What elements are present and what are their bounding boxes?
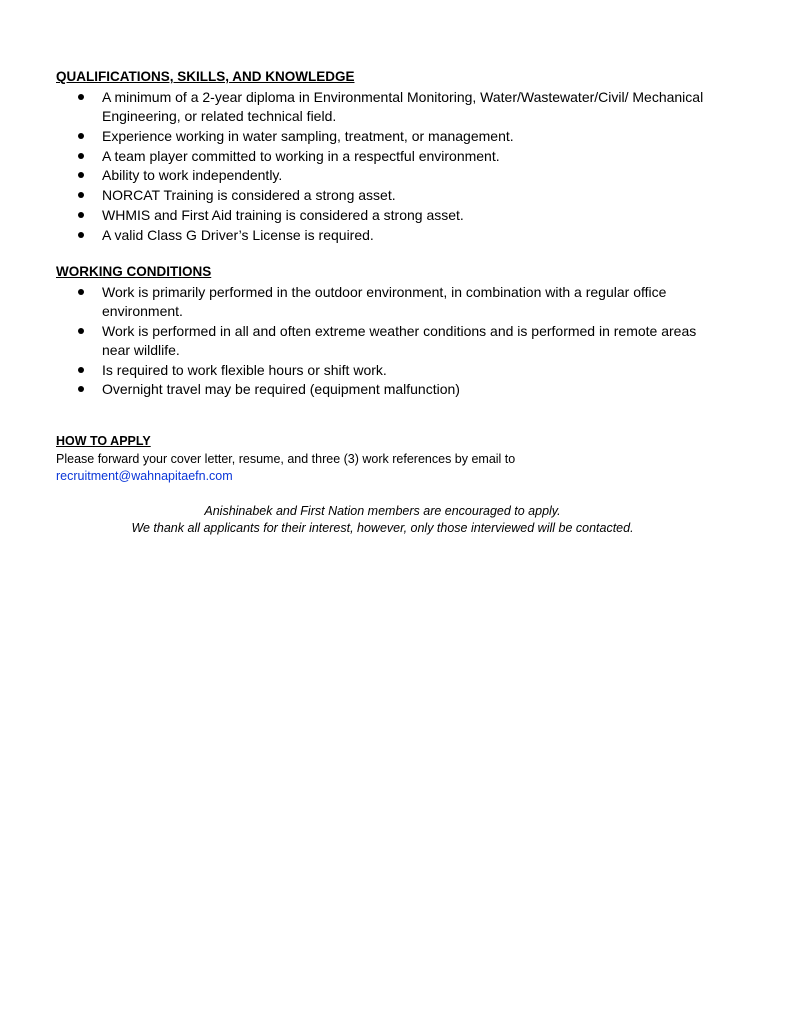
how-to-apply-heading: HOW TO APPLY [56, 434, 151, 448]
list-item: WHMIS and First Aid training is considered a strong asset. [56, 206, 716, 225]
list-item: Work is primarily performed in the outdoor environment, in combination with a regular office environment. [56, 283, 716, 321]
list-item: Experience working in water sampling, treatment, or management. [56, 127, 716, 146]
qualifications-heading: QUALIFICATIONS, SKILLS, AND KNOWLEDGE [56, 69, 355, 84]
list-item: Work is performed in all and often extreme weather conditions and is performed in remote areas near wildlife. [56, 322, 716, 360]
how-to-apply-text: Please forward your cover letter, resume, and three (3) work references by email to [56, 452, 516, 466]
list-item: A minimum of a 2-year diploma in Environmental Monitoring, Water/Wastewater/Civil/ Mechanical Engineering, or related technical field. [56, 88, 716, 126]
qualifications-list [56, 88, 716, 246]
list-item: A valid Class G Driver’s License is required. [56, 226, 716, 245]
list-item: NORCAT Training is considered a strong asset. [56, 186, 716, 205]
working-conditions-heading: WORKING CONDITIONS [56, 264, 212, 279]
list-item: Is required to work flexible hours or shift work. [56, 361, 716, 380]
closing-line-encourage: Anishinabek and First Nation members are encouraged to apply. [204, 504, 561, 518]
recruitment-email-link[interactable]: recruitment@wahnapitaefn.com [56, 469, 233, 483]
list-item: Overnight travel may be required (equipment malfunction) [56, 380, 716, 399]
list-item: Ability to work independently. [56, 166, 716, 185]
list-item: A team player committed to working in a respectful environment. [56, 147, 716, 166]
closing-line-thanks: We thank all applicants for their interest, however, only those interviewed will be contacted. [131, 521, 634, 535]
email-line [56, 468, 233, 485]
working-conditions-list [56, 283, 716, 400]
